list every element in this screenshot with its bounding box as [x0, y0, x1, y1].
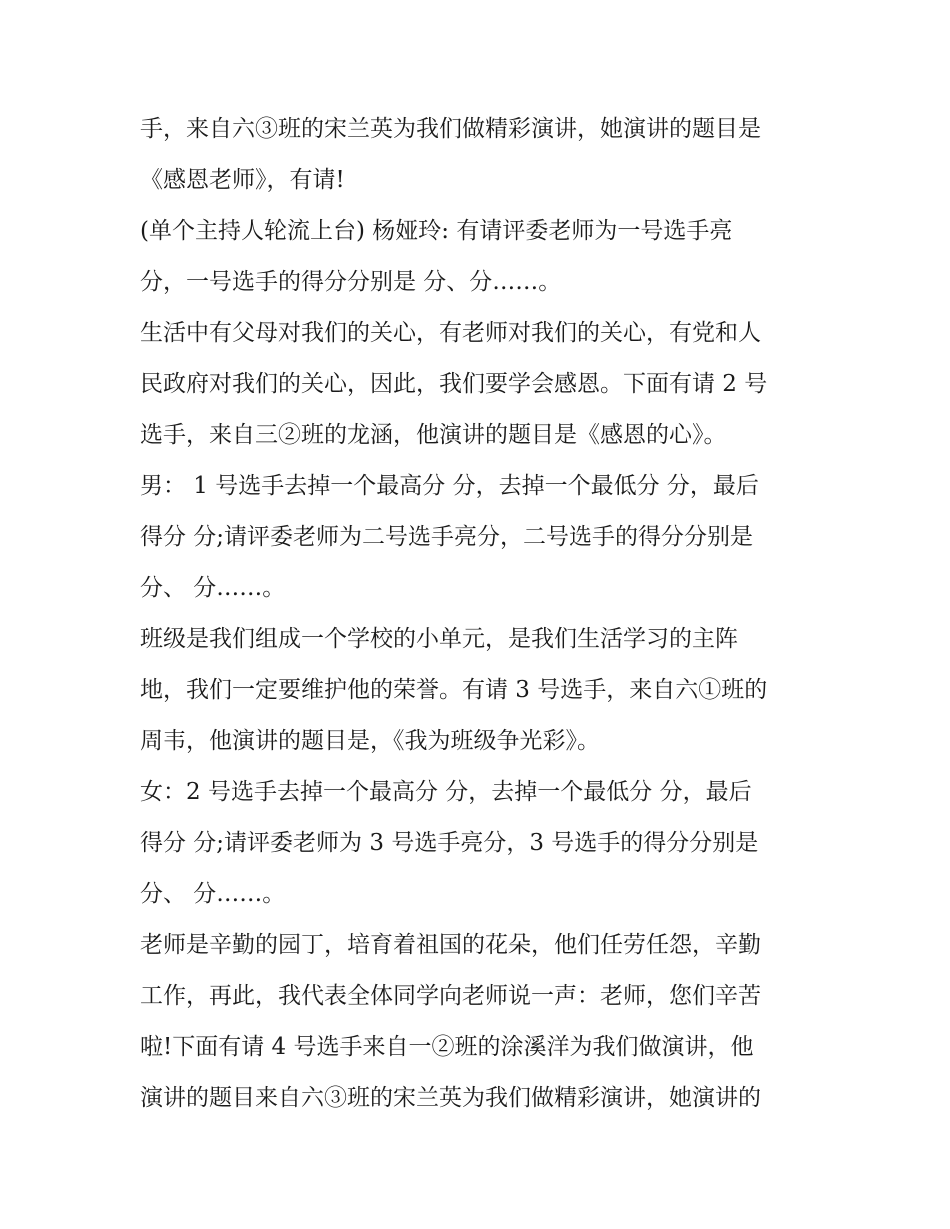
document-body [140, 104, 830, 1124]
text-line-11: 班级是我们组成一个学校的小单元，是我们生活学习的主阵 [140, 626, 738, 652]
text-line-20: 演讲的题目来自六③班的宋兰英为我们做精彩演讲，她演讲的 [140, 1085, 761, 1111]
text-line-2: 《感恩老师》，有请! [140, 167, 345, 193]
text-line-12: 地，我们一定要维护他的荣誉。有请 3 号选手，来自六①班的 [140, 677, 768, 703]
text-line-16: 分、 分……。 [140, 881, 286, 907]
text-line-8: 男： 1 号选手去掉一个最高分 分，去掉一个最低分 分，最后 [140, 473, 759, 499]
text-line-10: 分、 分……。 [140, 575, 286, 601]
text-line-5: 生活中有父母对我们的关心，有老师对我们的关心，有党和人 [140, 320, 761, 346]
text-line-4: 分，一号选手的得分分别是 分、分……。 [140, 269, 562, 295]
text-line-15: 得分 分;请评委老师为 3 号选手亮分，3 号选手的得分分别是 [140, 830, 759, 856]
text-line-9: 得分 分;请评委老师为二号选手亮分，二号选手的得分分别是 [140, 524, 754, 550]
text-line-7: 选手，来自三②班的龙涵，他演讲的题目是《感恩的心》。 [140, 422, 727, 448]
text-line-1: 手，来自六③班的宋兰英为我们做精彩演讲，她演讲的题目是 [140, 116, 761, 142]
text-line-18: 工作，再此，我代表全体同学向老师说一声：老师，您们辛苦 [140, 983, 761, 1009]
text-line-6: 民政府对我们的关心，因此，我们要学会感恩。下面有请 2 号 [140, 371, 768, 397]
text-line-17: 老师是辛勤的园丁，培育着祖国的花朵，他们任劳任怨，辛勤 [140, 932, 761, 958]
text-line-19: 啦!下面有请 4 号选手来自一②班的涂溪洋为我们做演讲，他 [140, 1034, 754, 1060]
text-line-14: 女：2 号选手去掉一个最高分 分，去掉一个最低分 分，最后 [140, 779, 752, 805]
text-line-3: (单个主持人轮流上台) 杨娅玲: 有请评委老师为一号选手亮 [140, 218, 733, 244]
text-line-13: 周韦，他演讲的题目是，《我为班级争光彩》。 [140, 728, 600, 754]
